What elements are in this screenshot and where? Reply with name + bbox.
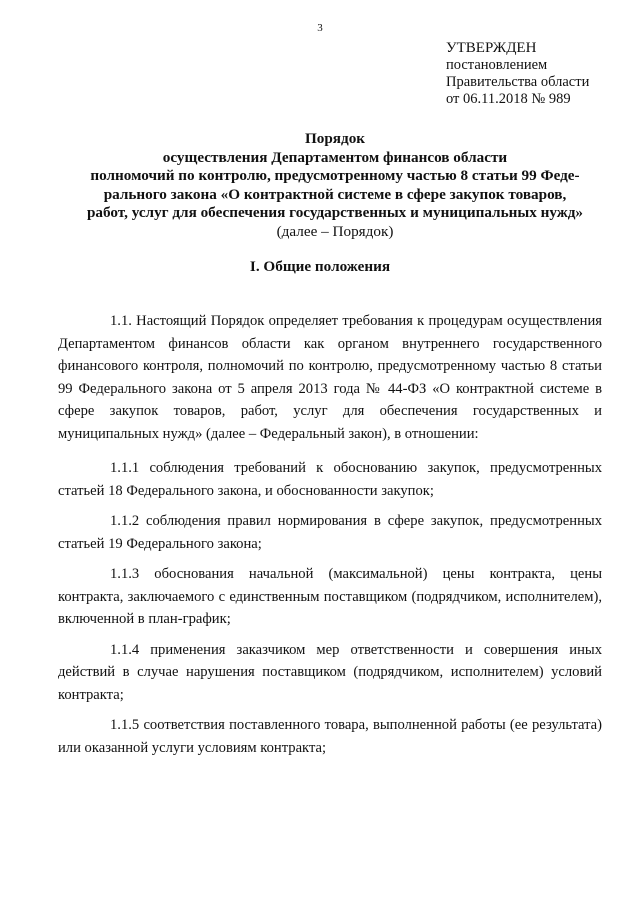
section-heading: I. Общие положения bbox=[249, 258, 391, 275]
title-line-2: осуществления Департаментом финансов области bbox=[162, 148, 508, 166]
body-text bbox=[58, 310, 602, 767]
paragraph-1-1-2: 1.1.2 соблюдения правил нормирования в сфере закупок, предусмотренных статьей 19 Федерального закона; bbox=[58, 513, 602, 552]
paragraph-1-1: 1.1. Настоящий Порядок определяет требования к процедурам осуществления Департаментом финансов области как органом внутреннего государственного финансового контроля, полномочий по контролю, предусмотренному частью 8 статьи 99 Федерального закона от 5 апреля 2013 года № 44-ФЗ «О контрактной системе в сфере закупок товаров, работ, услуг для обеспечения государственных и муниципальных нужд» (далее – Федеральный закон), в отношении: bbox=[58, 313, 602, 442]
approval-line-government: Правительства области bbox=[446, 74, 590, 90]
paragraph-1-1-1: 1.1.1 соблюдения требований к обоснованию закупок, предусмотренных статьей 18 Федерального закона, и обоснованности закупок; bbox=[58, 460, 602, 499]
title-line-5: работ, услуг для обеспечения государственных и муниципальных нужд» bbox=[86, 204, 584, 221]
paragraph-1-1-3: 1.1.3 обоснования начальной (максимальной) цены контракта, цены контракта, заключаемого с единственным поставщиком (подрядчиком, исполнителем), включенной в план-график; bbox=[58, 566, 602, 627]
page-number: 3 bbox=[317, 22, 323, 34]
document-title bbox=[60, 130, 610, 241]
title-line-4: рального закона «О контрактной системе в сфере закупок товаров, bbox=[103, 185, 567, 203]
title-line-3: полномочий по контролю, предусмотренному частью 8 статьи 99 Феде- bbox=[90, 167, 580, 184]
approval-line-date-number: от 06.11.2018 № 989 bbox=[446, 91, 571, 107]
paragraph-1-1-4: 1.1.4 применения заказчиком мер ответственности и совершения иных действий в случае нарушения поставщиком (подрядчиком, исполнителем) условий контракта; bbox=[58, 641, 602, 703]
approval-line-approved: УТВЕРЖДЕН bbox=[446, 40, 537, 56]
approval-line-resolution: постановлением bbox=[446, 57, 548, 73]
approval-stamp bbox=[446, 40, 636, 108]
paragraph-1-1-5: 1.1.5 соответствия поставленного товара, выполненной работы (ее результата) или оказанной услуги условиям контракта; bbox=[58, 717, 602, 756]
title-note: (далее – Порядок) bbox=[276, 222, 394, 240]
title-line-1: Порядок bbox=[304, 130, 366, 147]
